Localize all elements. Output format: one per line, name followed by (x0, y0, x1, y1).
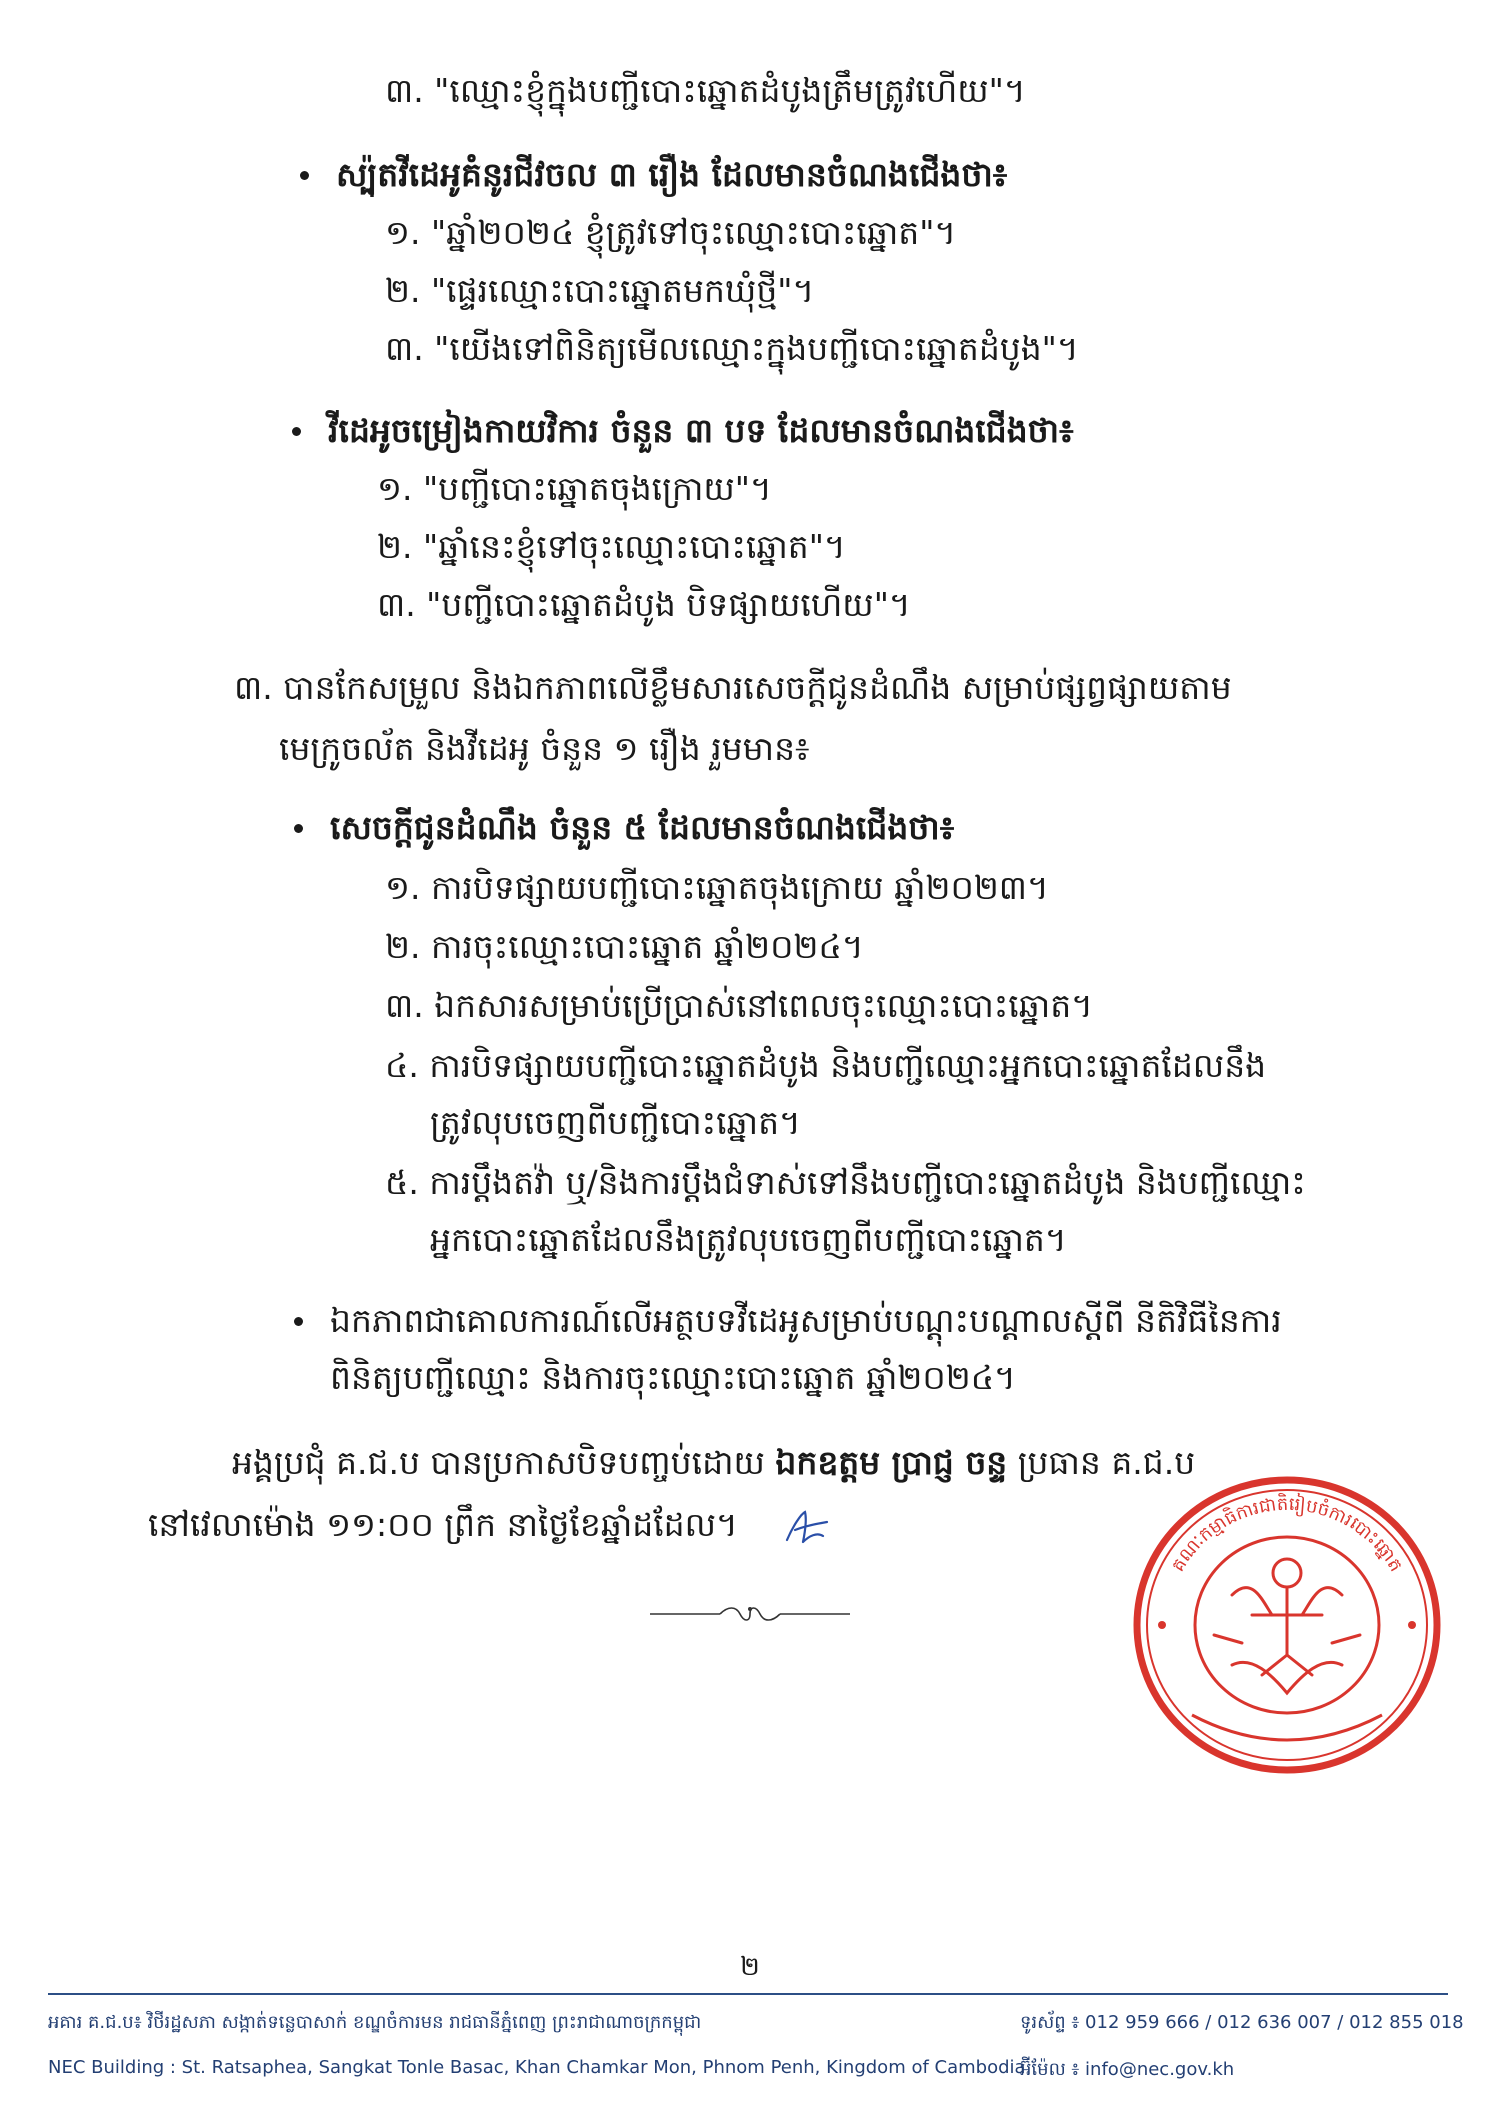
section-video-line2: ពិនិត្យបញ្ជីឈ្មោះ និងការចុះឈ្មោះបោះឆ្នោត ឆ្នាំ២០២៤។ (330, 1358, 1016, 1397)
list-item: ៥. ការប្ដឹងតវ៉ា ឬ/និងការប្ដឹងជំទាស់ទៅនឹងបញ្ជីបោះឆ្នោតដំបូង និងបញ្ជីឈ្មោះ (385, 1163, 1306, 1202)
list-item: ៣. ឯកសារសម្រាប់ប្រើប្រាស់នៅពេលចុះឈ្មោះបោះឆ្នោត។ (385, 986, 1093, 1025)
page-number: ២ (740, 1952, 760, 1982)
list-item: ៣. "យើងទៅពិនិត្យមើលឈ្មោះក្នុងបញ្ជីបោះឆ្នោតដំបូង"។ (385, 329, 1079, 368)
closing-text-a: អង្គប្រជុំ គ.ជ.ប បានប្រកាសបិទបញ្ចប់ដោយ (232, 1443, 776, 1482)
closing-line2: នៅវេលាម៉ោង ១១:០០ ព្រឹក នាថ្ងៃខែឆ្នាំដដែល។ (148, 1505, 738, 1544)
initials-signature-icon (783, 1506, 831, 1548)
list-item: ២. ការចុះឈ្មោះបោះឆ្នោត ឆ្នាំ២០២៤។ (385, 927, 864, 966)
ornament-divider-icon (650, 1602, 850, 1626)
list-item: ១. ការបិទផ្សាយបញ្ជីបោះឆ្នោតចុងក្រោយ ឆ្នាំ២០២៣។ (385, 868, 1049, 907)
paragraph-point3-line1: ៣. បានកែសម្រួល និងឯកភាពលើខ្លឹមសារសេចក្ដីជូនដំណឹង សម្រាប់ផ្សព្វផ្សាយតាម (234, 668, 1232, 707)
closing-line1 (232, 1440, 1195, 1486)
chairman-name: ឯកឧត្តម ប្រាជ្ញ ចន្ទ (775, 1443, 1008, 1482)
footer-divider (48, 1993, 1448, 1995)
footer-address-english: NEC Building : St. Ratsaphea, Sangkat Tonle Basac, Khan Chamkar Mon, Phnom Penh, Kingdom of Cambodia (48, 2057, 1026, 2078)
list-item: ២. "ឆ្នាំនេះខ្ញុំទៅចុះឈ្មោះបោះឆ្នោត"។ (377, 527, 846, 566)
svg-text:គណៈកម្មាធិការជាតិរៀបចំការបោះឆ្: គណៈកម្មាធិការជាតិរៀបចំការបោះឆ្នោត (1167, 1493, 1407, 1576)
section-heading-songs: វីដេអូចម្រៀងកាយវិការ ចំនួន ៣ បទ ដែលមានចំណងជើងថា៖ (328, 408, 1074, 454)
list-item: ១. "បញ្ជីបោះឆ្នោតចុងក្រោយ"។ (377, 469, 772, 508)
list-item: ១. "ឆ្នាំ២០២៤ ខ្ញុំត្រូវទៅចុះឈ្មោះបោះឆ្នោត"។ (385, 213, 957, 252)
list-item-continuation: អ្នកបោះឆ្នោតដែលនឹងត្រូវលុបចេញពីបញ្ជីបោះឆ្នោត។ (430, 1220, 1067, 1259)
section-heading-spot: ស្ប៉ុតវីដេអូគំនូរជីវចល ៣ រឿង ដែលមានចំណងជើងថា៖ (336, 152, 1007, 198)
list-item: ៤. ការបិទផ្សាយបញ្ជីបោះឆ្នោតដំបូង និងបញ្ជីឈ្មោះអ្នកបោះឆ្នោតដែលនឹង (385, 1046, 1267, 1085)
section-heading-notices: សេចក្ដីជូនដំណឹង ចំនួន ៥ ដែលមានចំណងជើងថា៖ (330, 805, 954, 851)
paragraph-point3-line2: មេក្រូចល័ត និងវីដេអូ ចំនួន ១ រឿង រួមមាន៖ (279, 729, 810, 768)
footer-phone: ទូរស័ព្ទ ៖ 012 959 666 / 012 636 007 / 012 855 018 (1020, 2012, 1464, 2033)
footer-email: អ៊ីម៉ែល ៖ info@nec.gov.kh (1020, 2059, 1235, 2080)
list-item: ២. "ផ្ទេរឈ្មោះបោះឆ្នោតមកឃុំថ្មី"។ (385, 271, 815, 310)
list-item: ៣. "បញ្ជីបោះឆ្នោតដំបូង បិទផ្សាយហើយ"។ (377, 585, 911, 624)
section-video-line1: ឯកភាពជាគោលការណ៍លើអត្ថបទវីដេអូសម្រាប់បណ្ដុះបណ្ដាលស្ដីពី នីតិវិធីនៃការ (330, 1298, 1282, 1344)
official-seal-icon (1122, 1465, 1452, 1785)
list-item: ៣. "ឈ្មោះខ្ញុំក្នុងបញ្ជីបោះឆ្នោតដំបូងត្រឹមត្រូវហើយ"។ (385, 71, 1026, 110)
footer-address-khmer: អគារ គ.ជ.ប៖ វិថីរដ្ឋសភា សង្កាត់ទន្លេបាសាក់ ខណ្ឌចំការមន រាជធានីភ្នំពេញ ព្រះរាជាណាចក្រកម្ពុជា (48, 2012, 702, 2033)
closing-text-b: ប្រធាន គ.ជ.ប (1007, 1443, 1196, 1482)
list-item-continuation: ត្រូវលុបចេញពីបញ្ជីបោះឆ្នោត។ (430, 1103, 801, 1142)
